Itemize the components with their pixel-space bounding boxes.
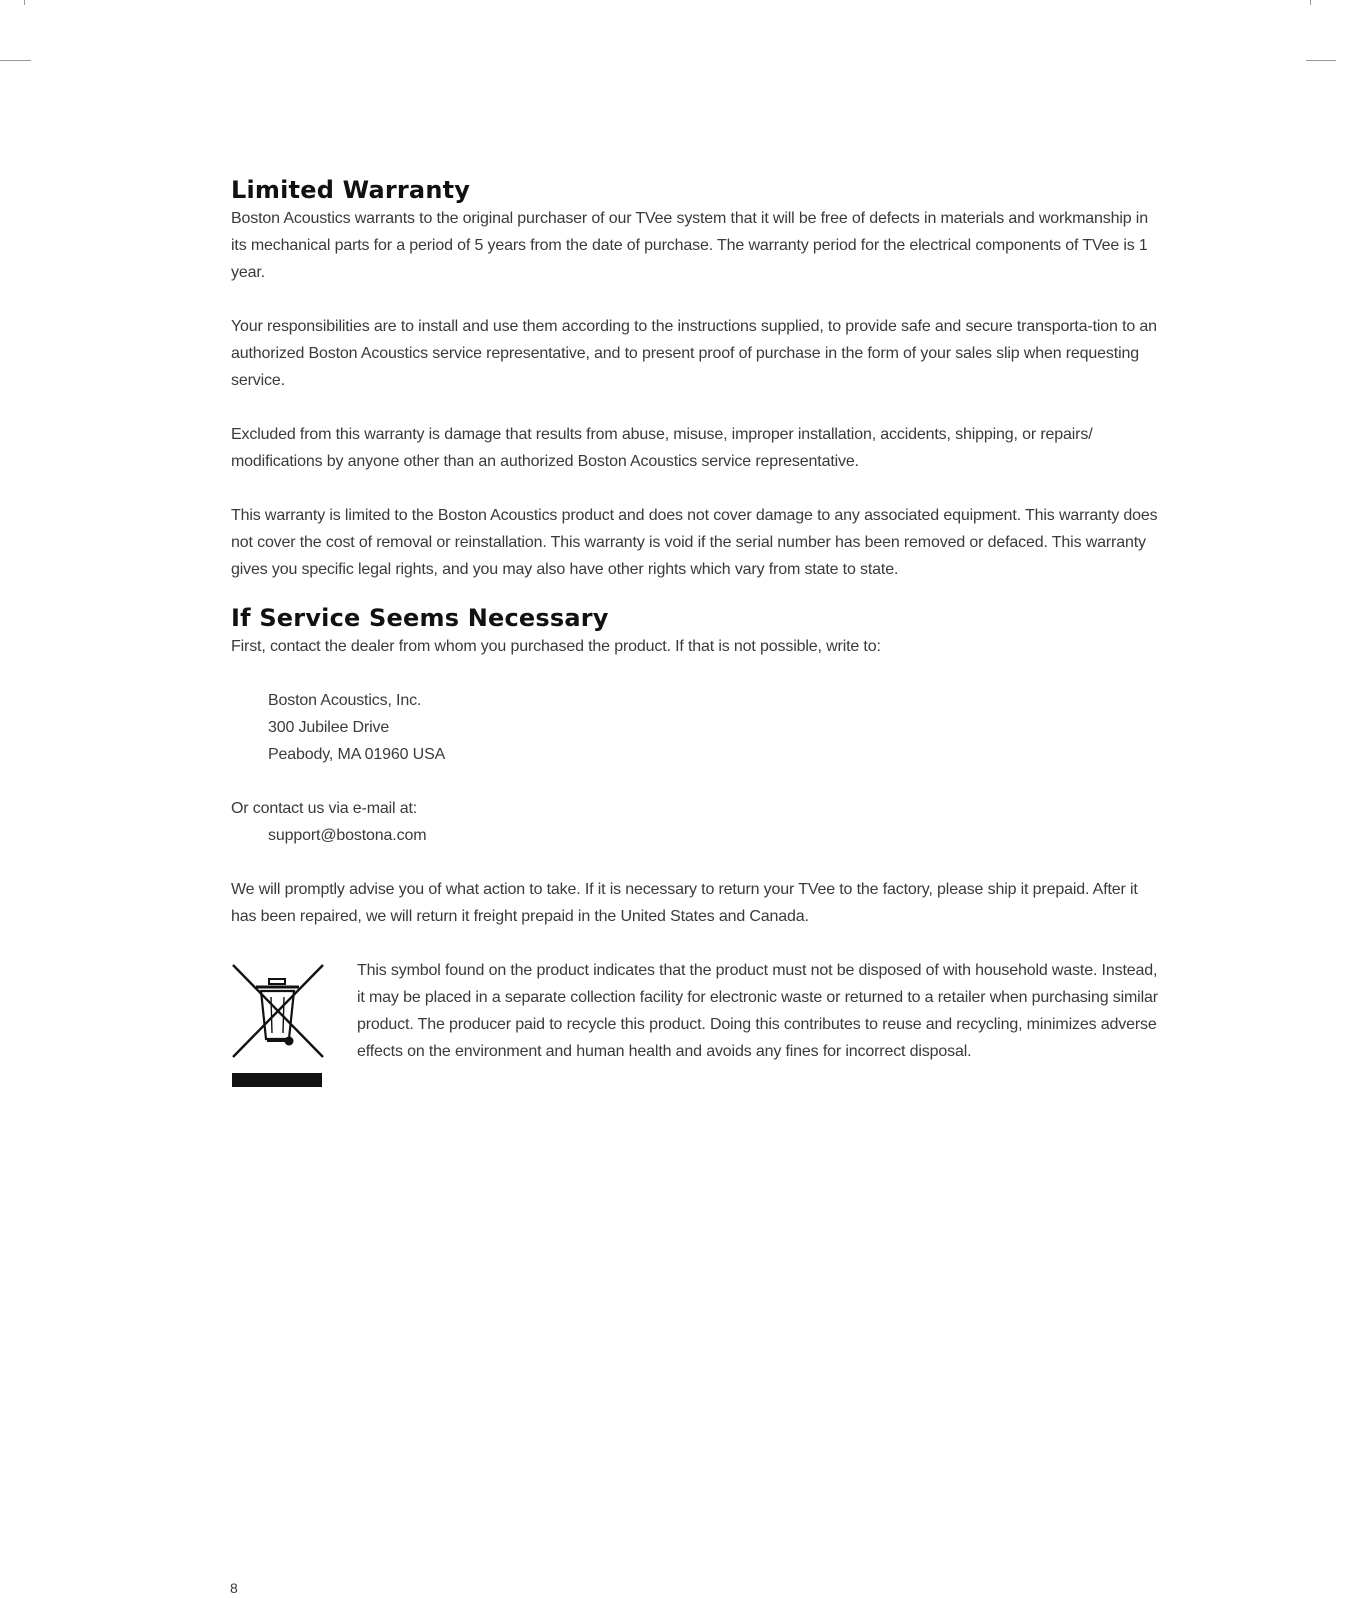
service-intro: First, contact the dealer from whom you purchased the product. If that is not possible, write to: xyxy=(231,638,881,655)
crop-mark xyxy=(24,0,25,5)
warranty-paragraph: Excluded from this warranty is damage that results from abuse, misuse, improper installation, accidents, shipping, or repairs/ modifications by anyone other than an authorized Boston Acoustics service representative. xyxy=(231,426,1093,470)
crop-mark xyxy=(1306,60,1336,61)
disposal-notice xyxy=(231,957,1161,1097)
address-line: Peabody, MA 01960 USA xyxy=(268,746,446,763)
service-closing: We will promptly advise you of what action to take. If it is necessary to return your TVee to the factory, please ship it prepaid. After it has been repaired, we will return it freight prepaid in the United States and Canada. xyxy=(231,881,1138,925)
warranty-paragraph: Your responsibilities are to install and use them according to the instructions supplied, to provide safe and secure transporta-tion to an authorized Boston Acoustics service representative, and to present proof of purchase in the form of your sales slip when requesting service. xyxy=(231,318,1157,389)
warranty-paragraph: This warranty is limited to the Boston Acoustics product and does not cover damage to any associated equipment. This warranty does not cover the cost of removal or reinstallation. This warranty is void if the serial number has been removed or defaced. This warranty gives you specific legal rights, and you may also have other rights which vary from state to state. xyxy=(231,507,1158,578)
disposal-text: This symbol found on the product indicates that the product must not be disposed of with household waste. Instead, it may be placed in a separate collection facility for electronic waste or returned to a retailer when purchasing similar product. The producer paid to recycle this product. Doing this contributes to reuse and recycling, minimizes adverse effects on the environment and human health and avoids any fines for incorrect disposal. xyxy=(357,962,1158,1060)
mailing-address xyxy=(231,687,1161,768)
warranty-paragraph: Boston Acoustics warrants to the original purchaser of our TVee system that it will be free of defects in materials and workmanship in its mechanical parts for a period of 5 years from the date of purchase. The warranty period for the electrical components of TVee is 1 year. xyxy=(231,210,1148,281)
email-label: Or contact us via e-mail at: xyxy=(231,800,418,817)
page-number: 8 xyxy=(230,1580,238,1596)
crop-mark xyxy=(1310,0,1311,5)
page-content xyxy=(231,175,1161,1097)
address-line: 300 Jubilee Drive xyxy=(268,719,390,736)
crossed-out-wheelie-bin-icon xyxy=(231,961,326,1089)
limited-warranty-heading: Limited Warranty xyxy=(231,176,471,204)
address-line: Boston Acoustics, Inc. xyxy=(268,692,422,709)
service-heading: If Service Seems Necessary xyxy=(231,604,609,632)
crop-mark xyxy=(0,60,31,61)
support-email: support@bostona.com xyxy=(268,827,427,844)
